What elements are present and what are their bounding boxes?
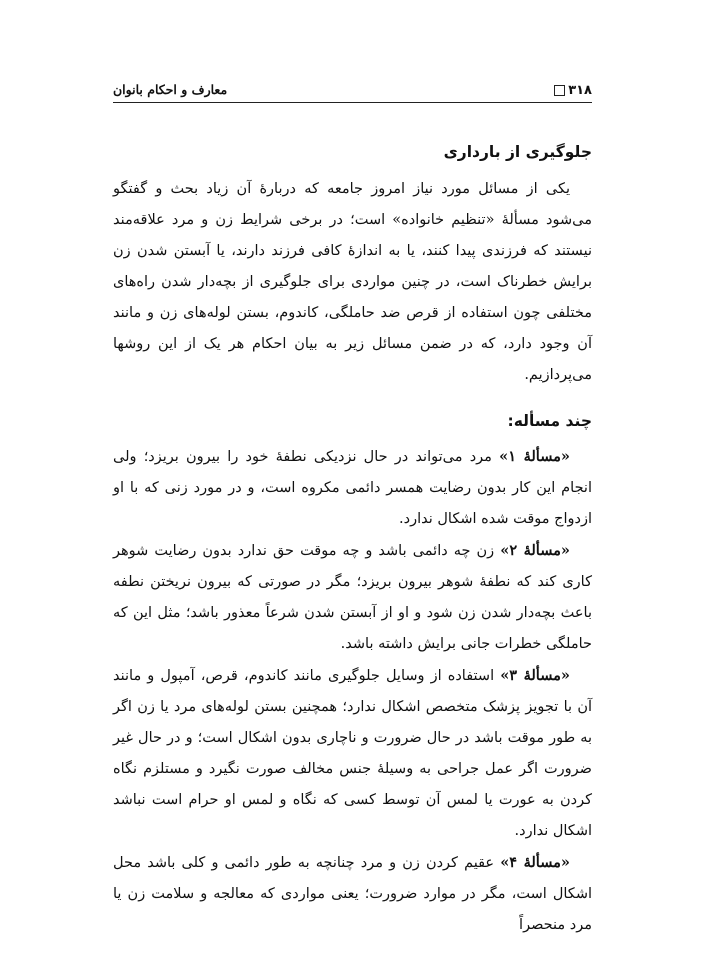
square-bullet-icon	[554, 85, 565, 96]
issue-label: «مسألهٔ ۴»	[500, 854, 570, 871]
issue-label: «مسألهٔ ۲»	[500, 542, 570, 559]
issue-paragraph	[113, 847, 592, 941]
page-header	[113, 72, 592, 103]
issue-text: عقیم کردن زن و مرد چنانچه به طور دائمی و کلی باشد محل اشکال است، مگر در موارد ضرورت؛ یعنی مواردی که معالجه و سلامت زن یا مرد منحصراً	[113, 855, 592, 933]
page-number-text: ۳۱۸	[568, 83, 592, 98]
issue-paragraph	[113, 441, 592, 535]
issue-label: «مسألهٔ ۳»	[500, 667, 570, 684]
issue-label: «مسألهٔ ۱»	[499, 448, 570, 465]
section-title: جلوگیری از بارداری	[443, 143, 592, 161]
intro-paragraph: یکی از مسائل مورد نیاز امروز جامعه که دربارهٔ آن زیاد بحث و گفتگو می‌شود مسألهٔ «تنظیم خانواده» است؛ در برخی شرایط زن و مرد علاقه‌مند نیستند که فرزندی پیدا کنند، یا به اندازهٔ کافی فرزند دارند، یا آبستن شدن زن برایش خطرناک است، در چنین مواردی برای جلوگیری از بچه‌دار شدن راه‌های مختلفی چون استفاده از قرص ضد حاملگی، کاندوم، بستن لوله‌های زن و مانند آن وجود دارد، که در ضمن مسائل زیر به بیان احکام هر یک از این روشها می‌پردازیم.	[113, 181, 592, 383]
issue-text: مرد می‌تواند در حال نزدیکی نطفهٔ خود را بیرون بریزد؛ ولی انجام این کار بدون رضایت همسر دائمی مکروه است، و در مورد زنی که با او ازدواج موقت شده اشکال ندارد.	[113, 449, 592, 527]
issue-paragraph	[113, 660, 592, 847]
issues-heading: چند مسأله:	[507, 412, 592, 430]
issue-paragraph	[113, 535, 592, 660]
page-number	[554, 83, 592, 102]
issue-text: استفاده از وسایل جلوگیری مانند کاندوم، قرص، آمپول و مانند آن با تجویز پزشک متخصص اشکال ندارد؛ همچنین بستن لوله‌های مرد یا زن اگر به طور موقت باشد در حال ضرورت و ناچاری بدون اشکال است؛ و در حال غیر ضرورت اگر عمل جراحی به وسیلهٔ جنس مخالف صورت نگیرد و مستلزم نگاه کردن به عورت یا لمس آن توسط کسی که نگاه و لمس او حرام است نباشد اشکال ندارد.	[113, 668, 592, 839]
book-title: معارف و احکام بانوان	[113, 82, 228, 97]
issue-text: زن چه دائمی باشد و چه موقت حق ندارد بدون رضایت شوهر کاری کند که نطفهٔ شوهر بیرون بریزد؛ مگر در صورتی که بیرون نریختن نطفه باعث بچه‌دار شدن زن شود و او از آبستن شدن شرعاً معذور باشد؛ مثل این که حاملگی خطرات جانی برایش داشته باشد.	[113, 543, 592, 652]
page-content	[113, 140, 592, 941]
